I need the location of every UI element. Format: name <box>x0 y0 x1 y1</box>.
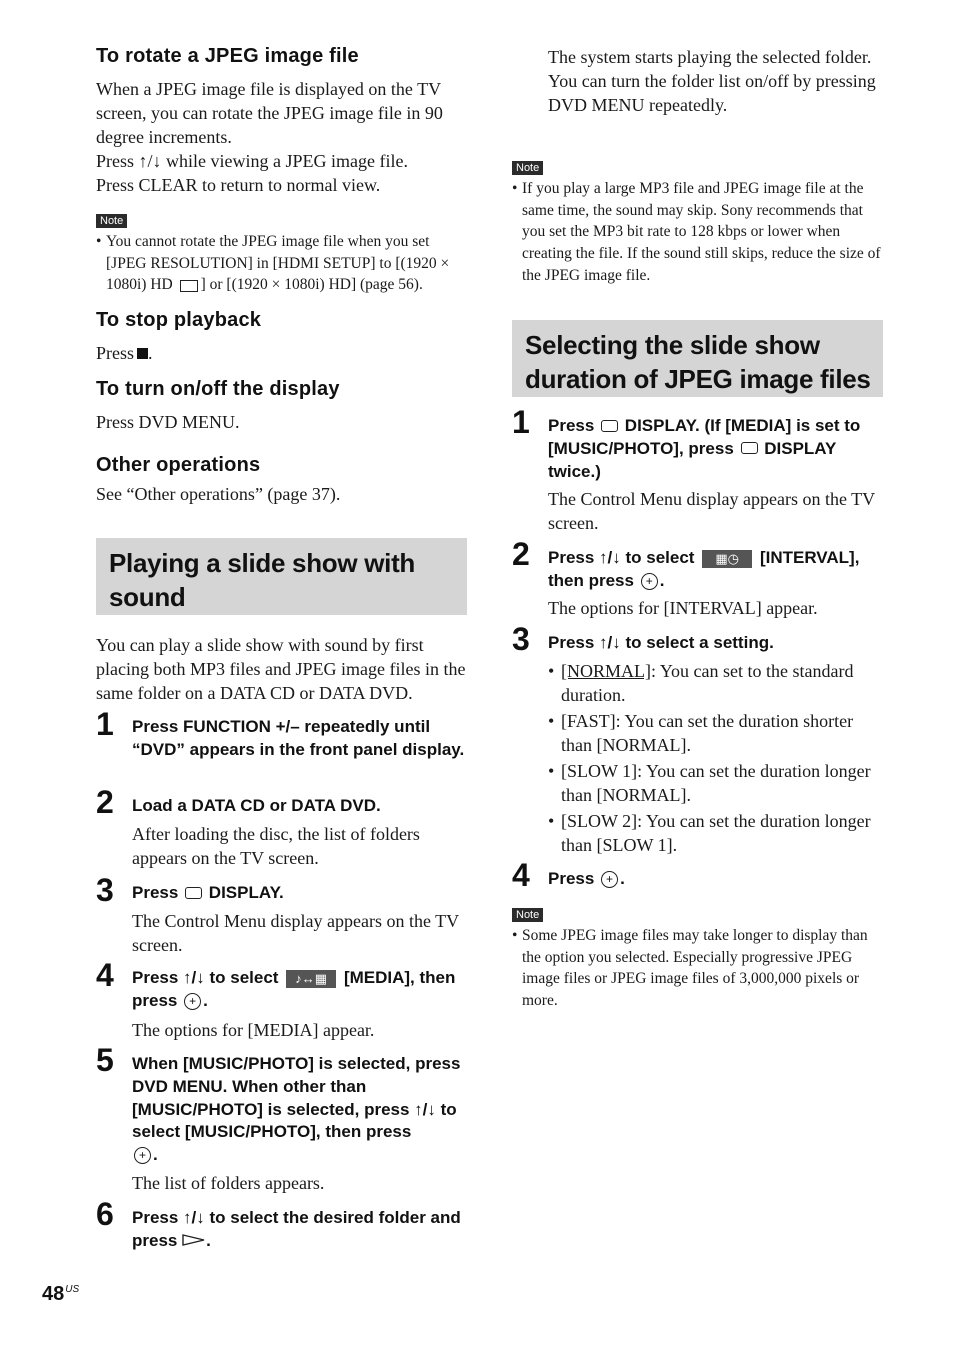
display-button-icon <box>185 887 202 899</box>
step-heading: Load a DATA CD or DATA DVD. <box>132 796 381 815</box>
play-button-icon <box>182 1234 206 1246</box>
step-heading <box>132 882 468 905</box>
intro-paragraph: You can play a slide show with sound by first placing both MP3 files and JPEG image files in the same folder on a DATA CD or DATA DVD. <box>96 635 466 703</box>
hdmi-frame-icon <box>180 280 198 292</box>
option-desc: : You can set the duration longer than [SLOW 1]. <box>561 811 871 855</box>
option-desc: : You can set to the standard duration. <box>561 661 854 705</box>
step-head-b: DISPLAY. (If [MEDIA] is set to [MUSIC/PHOTO], press <box>548 416 861 458</box>
cont-p1: The system starts playing the selected folder. <box>548 47 872 67</box>
banner-title: Selecting the slide show duration of JPEG image files <box>525 330 871 394</box>
interval-timer-icon: ▦◷ <box>702 550 752 568</box>
option-desc: : You can set the duration longer than [NORMAL]. <box>561 761 871 805</box>
display-body: Press DVD MENU. <box>96 412 240 432</box>
rotate-p1: When a JPEG image file is displayed on the TV screen, you can rotate the JPEG image file in 90 degree increments. <box>96 79 443 147</box>
step-heading: Press FUNCTION +/– repeatedly until “DVD” appears in the front panel display. <box>132 717 465 759</box>
note-rotate-a: You cannot rotate the JPEG image file when you set [JPEG RESOLUTION] in [HDMI SETUP] to [(1920 × 1080i) HD <box>106 233 450 294</box>
step-body: The options for [MEDIA] appear. <box>132 1020 375 1040</box>
step-head-a: Press <box>548 869 595 888</box>
step-head-c: DISPLAY twice.) <box>548 438 837 481</box>
stop-body: Press . <box>96 343 153 363</box>
display-heading: To turn on/off the display <box>96 378 340 400</box>
step-body: The Control Menu display appears on the TV screen. <box>548 489 875 533</box>
section-banner-duration <box>512 320 883 397</box>
option-slow2: • [SLOW 2]: You can set the duration longer than [SLOW 1]. <box>548 811 871 855</box>
continued-paragraph <box>548 45 884 117</box>
step-body: The Control Menu display appears on the TV screen. <box>132 911 459 955</box>
step-number: 3 <box>512 621 530 657</box>
option-slow1: • [SLOW 1]: You can set the duration longer than [NORMAL]. <box>548 761 871 805</box>
media-music-photo-icon: ♪↔▦ <box>286 970 336 988</box>
option-name: [SLOW 2] <box>561 811 638 831</box>
note-label: Note <box>512 161 543 175</box>
enter-button-icon: + <box>601 871 618 888</box>
step-heading: Press ↑/↓ to select a setting. <box>548 633 774 652</box>
step-heading <box>548 415 884 483</box>
step-head-b: [MEDIA], then press <box>132 968 456 1010</box>
note-jpeg: • Some JPEG image files may take longer to display than the option you selected. Especially progressive JPEG image files or JPEG image files of 3,000,000 pixels or more. <box>512 925 884 1012</box>
step-heading: Press + . <box>548 869 625 888</box>
step-number: 6 <box>96 1196 114 1232</box>
rotate-p2: Press ↑/↓ while viewing a JPEG image file. <box>96 151 408 171</box>
rotate-heading: To rotate a JPEG image file <box>96 45 359 67</box>
step-head-a: Press ↑/↓ to select <box>132 968 279 987</box>
step-head-a: Press <box>548 416 595 435</box>
step-body: The list of folders appears. <box>132 1173 325 1193</box>
note-mp3: • If you play a large MP3 file and JPEG image file at the same time, the sound may skip. Sony recommends that you set the MP3 bit rate to 128 kbps or lower when creating the file. If the sound still skips, reduce the size of the JPEG image file. <box>512 178 884 287</box>
enter-button-icon: + <box>184 993 201 1010</box>
section-banner-slideshow <box>96 538 467 615</box>
option-desc: : You can set the duration shorter than [NORMAL]. <box>561 711 854 755</box>
stop-heading: To stop playback <box>96 309 262 331</box>
other-body: See “Other operations” (page 37). <box>96 484 341 504</box>
option-normal: • [NORMAL]: You can set to the standard duration. <box>548 661 854 705</box>
step-body: After loading the disc, the list of folders appears on the TV screen. <box>132 824 420 868</box>
step-heading: Press ↑/↓ to select the desired folder and press . <box>132 1208 461 1250</box>
step-number: 4 <box>96 957 114 993</box>
note-rotate-b: ] or [(1920 × 1080i) HD] (page 56). <box>200 276 423 294</box>
step-heading: Press ↑/↓ to select ♪↔▦ [MEDIA], then press + . <box>132 968 456 1010</box>
other-heading: Other operations <box>96 454 261 476</box>
step-heading: Press ↑/↓ to select ▦◷ [INTERVAL], then press + . <box>548 548 860 590</box>
option-name: [SLOW 1] <box>561 761 638 781</box>
step-number: 4 <box>512 857 530 893</box>
step-head-a: Press ↑/↓ to select the desired folder and press <box>132 1208 461 1250</box>
step-head-b: DISPLAY. <box>208 883 284 902</box>
display-button-icon <box>741 442 758 454</box>
page-number-value: 48 <box>42 1283 65 1305</box>
note-jpeg-text: Some JPEG image files may take longer to display than the option you selected. Especially progressive JPEG image files or JPEG image files of 3,000,000 pixels or more. <box>522 927 868 1010</box>
rotate-p3: Press CLEAR to return to normal view. <box>96 175 381 195</box>
display-button-icon <box>601 420 618 432</box>
note-mp3-text: If you play a large MP3 file and JPEG image file at the same time, the sound may skip. Sony recommends that you set the MP3 bit rate to 128 kbps or lower when creating the file. If the sound still skips, reduce the size of the JPEG image file. <box>522 180 881 284</box>
step-heading: When [MUSIC/PHOTO] is selected, press DVD MENU. When other than [MUSIC/PHOTO] is selected, press ↑/↓ to select [MUSIC/PHOTO], then press + . <box>132 1054 461 1165</box>
option-fast: • [FAST]: You can set the duration shorter than [NORMAL]. <box>548 711 854 755</box>
step-head-a: Press <box>132 883 179 902</box>
step-head-a: Press ↑/↓ to select <box>548 548 695 567</box>
banner-title: Playing a slide show with sound <box>109 548 416 612</box>
step-number: 3 <box>96 872 114 908</box>
stop-text: Press <box>96 343 135 363</box>
step-head-text: When [MUSIC/PHOTO] is selected, press DVD MENU. When other than [MUSIC/PHOTO] is selected, press ↑/↓ to select [MUSIC/PHOTO], then press <box>132 1054 461 1142</box>
step-body: The options for [INTERVAL] appear. <box>548 598 818 618</box>
option-name: [FAST] <box>561 711 616 731</box>
note-label: Note <box>96 214 127 228</box>
page-number-suffix: US <box>65 1284 80 1295</box>
step-number: 2 <box>512 536 530 572</box>
cont-p2: You can turn the folder list on/off by pressing DVD MENU repeatedly. <box>548 71 876 115</box>
enter-button-icon: + <box>134 1147 151 1164</box>
option-name: [NORMAL] <box>561 661 651 681</box>
step-number: 5 <box>96 1042 114 1078</box>
step-number: 1 <box>512 404 530 440</box>
step-number: 1 <box>96 706 114 742</box>
note-label: Note <box>512 908 543 922</box>
note-rotate: • You cannot rotate the JPEG image file when you set [JPEG RESOLUTION] in [HDMI SETUP] to [(1920 × 1080i) HD ] or [(1920 × 1080i) HD] (page 56). <box>96 233 450 294</box>
stop-icon <box>137 348 148 359</box>
step-number: 2 <box>96 784 114 820</box>
enter-button-icon: + <box>641 573 658 590</box>
step-head-b: [INTERVAL], then press <box>548 548 860 590</box>
rotate-paragraph <box>96 77 468 197</box>
page-number <box>42 1283 79 1306</box>
